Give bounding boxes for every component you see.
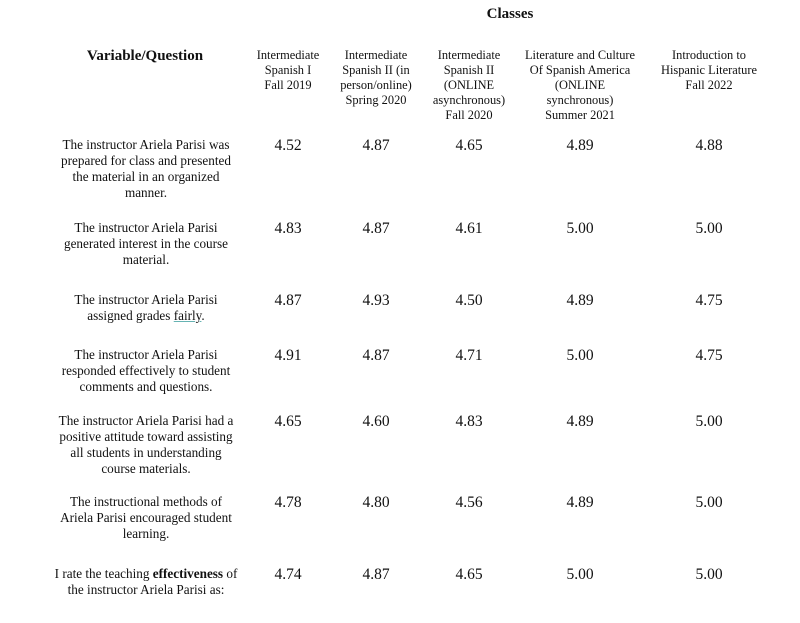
value-cell: 4.65 [455, 566, 483, 583]
value-cell: 4.87 [362, 347, 390, 364]
column-header-spanish-i-fall-2019: Intermediate Spanish I Fall 2019 [256, 48, 320, 92]
effectiveness-line: I rate the teaching effectiveness of [54, 566, 238, 581]
variable-question-heading: Variable/Question [86, 48, 204, 64]
value-cell: 4.89 [566, 413, 594, 430]
column-header-spanish-ii-spring-2020: Intermediate Spanish II (in person/online) Spring 2020 [340, 48, 412, 107]
value-cell: 4.83 [455, 413, 483, 430]
value-cell: 5.00 [695, 220, 723, 237]
value-cell: 4.93 [362, 292, 390, 309]
column-header-spanish-ii-fall-2020: Intermediate Spanish II (ONLINE asynchronous) Fall 2020 [432, 48, 506, 122]
value-cell: 5.00 [566, 566, 594, 583]
value-cell: 4.75 [695, 292, 723, 309]
value-cell: 5.00 [695, 494, 723, 511]
value-cell: 4.50 [455, 292, 483, 309]
value-cell: 4.87 [274, 292, 302, 309]
value-cell: 4.87 [362, 220, 390, 237]
question-prepared: The instructor Ariela Parisi was prepared for class and presented the material in an organized manner. [61, 137, 231, 200]
value-cell: 4.56 [455, 494, 483, 511]
value-cell: 4.78 [274, 494, 302, 511]
value-cell: 4.80 [362, 494, 390, 511]
fairly-underlined: fairly [173, 308, 202, 323]
value-cell: 4.91 [274, 347, 302, 364]
value-cell: 4.89 [566, 292, 594, 309]
question-interest: The instructor Ariela Parisi generated interest in the course material. [63, 220, 229, 267]
value-cell: 4.89 [566, 137, 594, 154]
question-effectiveness: I rate the teaching effectiveness of the instructor Ariela Parisi as: [48, 566, 244, 598]
value-cell: 4.71 [455, 347, 483, 364]
value-cell: 4.61 [455, 220, 483, 237]
value-cell: 5.00 [695, 413, 723, 430]
value-cell: 4.89 [566, 494, 594, 511]
column-header-hispanic-literature-fall-2022: Introduction to Hispanic Literature Fall 2022 [661, 48, 757, 92]
effectiveness-emphasis: effectiveness [152, 566, 224, 581]
value-cell: 4.88 [695, 137, 723, 154]
value-cell: 4.52 [274, 137, 302, 154]
value-cell: 4.65 [274, 413, 302, 430]
value-cell: 5.00 [566, 220, 594, 237]
value-cell: 4.87 [362, 566, 390, 583]
question-grades: The instructor Ariela Parisi assigned grades fairly. [74, 292, 218, 323]
question-methods: The instructional methods of Ariela Parisi encouraged student learning. [60, 494, 232, 541]
value-cell: 5.00 [566, 347, 594, 364]
value-cell: 5.00 [695, 566, 723, 583]
value-cell: 4.60 [362, 413, 390, 430]
classes-heading: Classes [486, 6, 534, 22]
question-attitude: The instructor Ariela Parisi had a positive attitude toward assisting all students in understanding course materials. [58, 413, 234, 476]
value-cell: 4.75 [695, 347, 723, 364]
question-responded: The instructor Ariela Parisi responded effectively to student comments and questions. [61, 347, 231, 394]
value-cell: 4.83 [274, 220, 302, 237]
value-cell: 4.87 [362, 137, 390, 154]
column-header-literature-summer-2021: Literature and Culture Of Spanish America (ONLINE synchronous) Summer 2021 [524, 48, 636, 122]
value-cell: 4.74 [274, 566, 302, 583]
value-cell: 4.65 [455, 137, 483, 154]
